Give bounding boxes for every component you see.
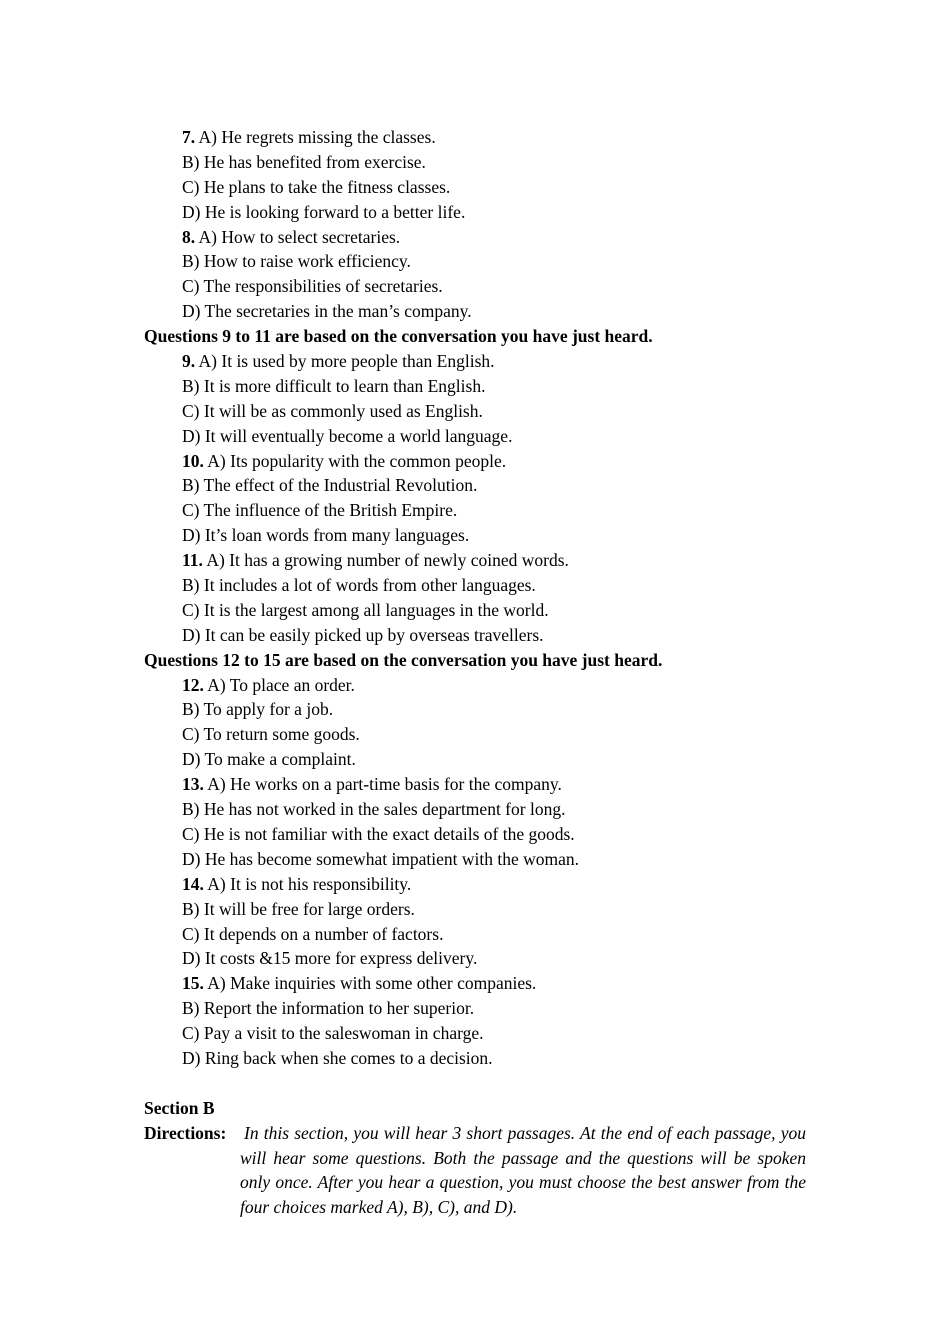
question-number: 9. <box>182 351 196 372</box>
directions-text: In this section, you will hear 3 short passages. At the end of each passage, you will hear some questions. Both the passage and the questions will be spoken only once. After you hear a question, you must choose the best answer from the four choices marked A), B), C), and D). <box>240 1122 806 1218</box>
option-d: D) To make a complaint. <box>182 749 356 770</box>
option-b: B) Report the information to her superior. <box>182 998 475 1019</box>
question-15 <box>0 971 950 996</box>
option-d: D) It will eventually become a world language. <box>182 425 513 446</box>
question-11 <box>0 548 950 573</box>
question-13 <box>0 772 950 797</box>
option-b: B) The effect of the Industrial Revolution. <box>182 475 478 496</box>
question-group-12-15 <box>0 673 950 1071</box>
section-b-title: Section B <box>144 1097 215 1118</box>
question-number: 15. <box>182 973 204 994</box>
option-d: D) The secretaries in the man’s company. <box>182 301 472 322</box>
question-number: 8. <box>182 226 196 247</box>
option-a: A) How to select secretaries. <box>195 226 401 247</box>
question-10 <box>0 449 950 474</box>
option-a: A) It is not his responsibility. <box>203 873 412 894</box>
option-b: B) He has benefited from exercise. <box>182 151 426 172</box>
option-d: D) It’s loan words from many languages. <box>182 525 470 546</box>
option-b: B) He has not worked in the sales department for long. <box>182 799 566 820</box>
option-a: A) It is used by more people than English. <box>195 351 495 372</box>
question-number: 10. <box>182 450 204 471</box>
question-number: 11. <box>182 550 203 571</box>
option-c: C) To return some goods. <box>182 724 360 745</box>
question-7 <box>0 125 950 150</box>
question-group-9-11 <box>0 349 950 648</box>
question-group-7-8 <box>0 125 950 324</box>
option-b: B) It includes a lot of words from other languages. <box>182 575 536 596</box>
question-9 <box>0 349 950 374</box>
option-b: B) To apply for a job. <box>182 699 334 720</box>
question-number: 7. <box>182 127 196 147</box>
option-d: D) Ring back when she comes to a decision. <box>182 1047 493 1068</box>
option-b: B) It is more difficult to learn than English. <box>182 375 486 396</box>
header-questions-9-11: Questions 9 to 11 are based on the conversation you have just heard. <box>144 326 653 347</box>
document-page <box>0 125 950 1220</box>
question-number: 14. <box>182 873 204 894</box>
directions-block <box>144 1121 806 1221</box>
option-c: C) The influence of the British Empire. <box>182 500 458 521</box>
option-a: A) To place an order. <box>203 674 355 695</box>
spacer <box>0 1071 950 1096</box>
option-c: C) It will be as commonly used as English. <box>182 400 483 421</box>
option-c: C) He plans to take the fitness classes. <box>182 176 451 197</box>
option-a: A) He regrets missing the classes. <box>195 127 436 147</box>
option-a: A) Make inquiries with some other companies. <box>203 973 537 994</box>
option-a: A) Its popularity with the common people. <box>203 450 507 471</box>
option-c: C) Pay a visit to the saleswoman in charge. <box>182 1023 484 1044</box>
header-questions-12-15: Questions 12 to 15 are based on the conversation you have just heard. <box>144 649 663 670</box>
question-number: 12. <box>182 674 204 695</box>
option-d: D) He is looking forward to a better life. <box>182 201 466 222</box>
option-c: C) He is not familiar with the exact details of the goods. <box>182 823 575 844</box>
option-a: A) He works on a part-time basis for the company. <box>203 774 562 795</box>
option-d: D) It costs &15 more for express delivery. <box>182 948 478 969</box>
option-c: C) It depends on a number of factors. <box>182 923 444 944</box>
option-b: B) It will be free for large orders. <box>182 898 415 919</box>
option-c: C) It is the largest among all languages in the world. <box>182 599 549 620</box>
question-number: 13. <box>182 774 204 795</box>
option-a: A) It has a growing number of newly coined words. <box>202 550 569 571</box>
directions-label: Directions: <box>144 1122 227 1143</box>
option-c: C) The responsibilities of secretaries. <box>182 276 443 297</box>
option-b: B) How to raise work efficiency. <box>182 251 411 272</box>
question-8 <box>0 225 950 250</box>
option-d: D) He has become somewhat impatient with the woman. <box>182 848 580 869</box>
option-d: D) It can be easily picked up by overseas travellers. <box>182 624 544 645</box>
question-14 <box>0 872 950 897</box>
question-12 <box>0 673 950 698</box>
